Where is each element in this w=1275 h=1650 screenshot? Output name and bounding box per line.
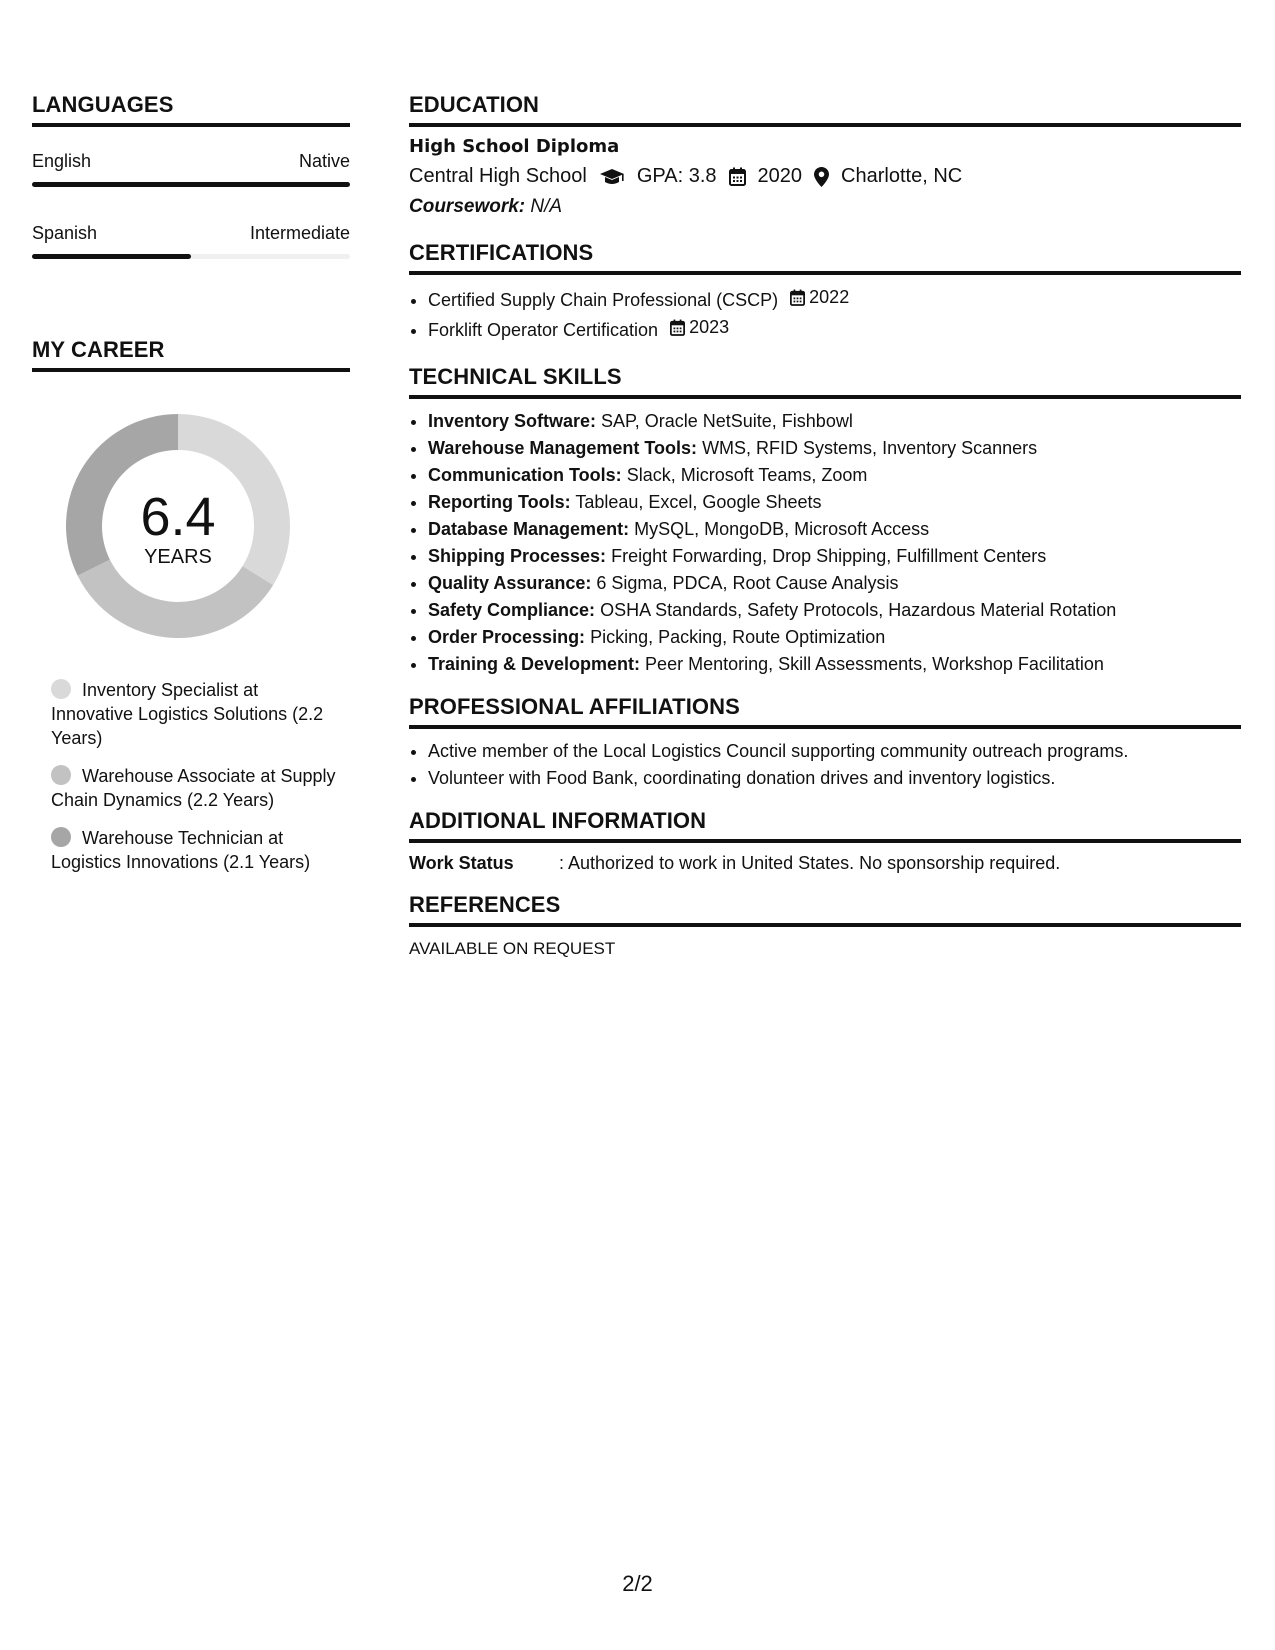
affiliations-section: [409, 694, 1241, 792]
legend-dot-icon: [51, 827, 71, 847]
list-item: [428, 597, 1241, 624]
career-list: [51, 678, 341, 874]
location-pin-icon: [814, 167, 829, 187]
language-name: English: [32, 151, 92, 171]
page-number: 2/2: [622, 1571, 653, 1596]
affiliations-list: [409, 738, 1241, 792]
work-status-value: : Authorized to work in United States. No sponsorship required.: [559, 853, 1061, 873]
skill-value: Tableau, Excel, Google Sheets: [575, 492, 822, 512]
list-item: [428, 314, 1241, 344]
coursework-label: Coursework:: [409, 196, 526, 217]
career-item-text: Inventory Specialist at Innovative Logistics Solutions (2.2 Years): [51, 680, 324, 748]
list-item: [428, 435, 1241, 462]
career-item: [51, 764, 341, 812]
skill-label: Shipping Processes:: [428, 546, 607, 566]
career-item-text: Warehouse Technician at Logistics Innovations (2.1 Years): [51, 828, 311, 872]
skill-value: Peer Mentoring, Skill Assessments, Workshop Facilitation: [645, 654, 1104, 674]
certifications-list: [409, 284, 1241, 344]
references-section: [409, 892, 1241, 959]
work-status-row: [409, 853, 1241, 874]
list-item: [428, 462, 1241, 489]
graduation-cap-icon: [599, 168, 625, 186]
skill-value: MySQL, MongoDB, Microsoft Access: [634, 519, 930, 539]
education-degree: High School Diploma: [409, 136, 620, 157]
language-proficiency-bar: [32, 254, 350, 259]
skill-label: Database Management:: [428, 519, 630, 539]
language-proficiency-fill: [32, 182, 350, 187]
list-item: [428, 408, 1241, 435]
calendar-icon: [790, 289, 805, 306]
list-item: • Active member of the Local Logistics Council supporting community outreach programs.: [428, 738, 1241, 765]
career-item: [51, 826, 341, 874]
list-item: [428, 543, 1241, 570]
skills-list: [409, 408, 1241, 678]
skill-value: Slack, Microsoft Teams, Zoom: [626, 465, 868, 485]
list-item: [428, 516, 1241, 543]
languages-title: LANGUAGES: [32, 92, 350, 127]
education-coursework: [409, 196, 1241, 218]
additional-title: ADDITIONAL INFORMATION: [409, 808, 1241, 843]
list-item: [428, 624, 1241, 651]
education-gpa: GPA: 3.8: [636, 165, 717, 187]
list-item: [428, 570, 1241, 597]
skill-value: OSHA Standards, Safety Protocols, Hazardous Material Rotation: [600, 600, 1117, 620]
skill-value: 6 Sigma, PDCA, Root Cause Analysis: [596, 573, 899, 593]
language-level: Native: [298, 151, 350, 171]
language-proficiency-fill: [32, 254, 191, 259]
skill-value: Picking, Packing, Route Optimization: [590, 627, 886, 647]
list-item: [428, 489, 1241, 516]
skill-value: WMS, RFID Systems, Inventory Scanners: [702, 438, 1038, 458]
career-item: [51, 678, 341, 750]
work-status-label: Work Status: [409, 853, 514, 873]
skill-label: Quality Assurance:: [428, 573, 592, 593]
certifications-title: CERTIFICATIONS: [409, 240, 1241, 275]
language-name: Spanish: [32, 223, 98, 243]
skills-title: TECHNICAL SKILLS: [409, 364, 1241, 399]
career-years-unit: YEARS: [144, 545, 212, 568]
skill-label: Training & Development:: [428, 654, 641, 674]
education-year: 2020: [757, 165, 803, 187]
certification-year: 2023: [689, 317, 730, 337]
list-item: [428, 651, 1241, 678]
skill-label: Inventory Software:: [428, 411, 597, 431]
education-title: EDUCATION: [409, 92, 1241, 127]
skill-value: SAP, Oracle NetSuite, Fishbowl: [601, 411, 853, 431]
career-item-text: Warehouse Associate at Supply Chain Dynamics (2.2 Years): [51, 766, 336, 810]
career-title: MY CAREER: [32, 337, 350, 372]
references-title: REFERENCES: [409, 892, 1241, 927]
right-column: [409, 92, 1241, 959]
language-level: Intermediate: [249, 223, 350, 243]
list-item: • Volunteer with Food Bank, coordinating donation drives and inventory logistics.: [428, 765, 1241, 792]
legend-dot-icon: [51, 765, 71, 785]
skill-label: Order Processing:: [428, 627, 586, 647]
skill-label: Safety Compliance:: [428, 600, 596, 620]
language-item: [32, 223, 350, 259]
certifications-section: [409, 240, 1241, 344]
education-school: Central High School: [409, 165, 587, 187]
left-column: [32, 92, 350, 888]
certification-name: Certified Supply Chain Professional (CSCP): [428, 290, 779, 310]
references-text: AVAILABLE ON REQUEST: [409, 939, 616, 958]
certification-name: Forklift Operator Certification: [428, 320, 659, 340]
education-location: Charlotte, NC: [841, 165, 963, 187]
skills-section: [409, 364, 1241, 678]
career-donut-chart: [66, 414, 290, 638]
calendar-icon: [729, 167, 746, 186]
language-proficiency-bar: [32, 182, 350, 187]
certification-year: 2022: [809, 287, 850, 307]
education-details: [409, 165, 1241, 188]
language-item: [32, 151, 350, 187]
calendar-icon: [670, 319, 685, 336]
skill-label: Reporting Tools:: [428, 492, 571, 512]
skill-value: Freight Forwarding, Drop Shipping, Fulfillment Centers: [611, 546, 1047, 566]
skill-label: Warehouse Management Tools:: [428, 438, 698, 458]
legend-dot-icon: [51, 679, 71, 699]
affiliations-title: PROFESSIONAL AFFILIATIONS: [409, 694, 1241, 729]
additional-section: [409, 808, 1241, 874]
list-item: [428, 284, 1241, 314]
skill-label: Communication Tools:: [428, 465, 622, 485]
career-total-years: 6.4: [140, 486, 216, 547]
coursework-value: N/A: [530, 196, 563, 217]
